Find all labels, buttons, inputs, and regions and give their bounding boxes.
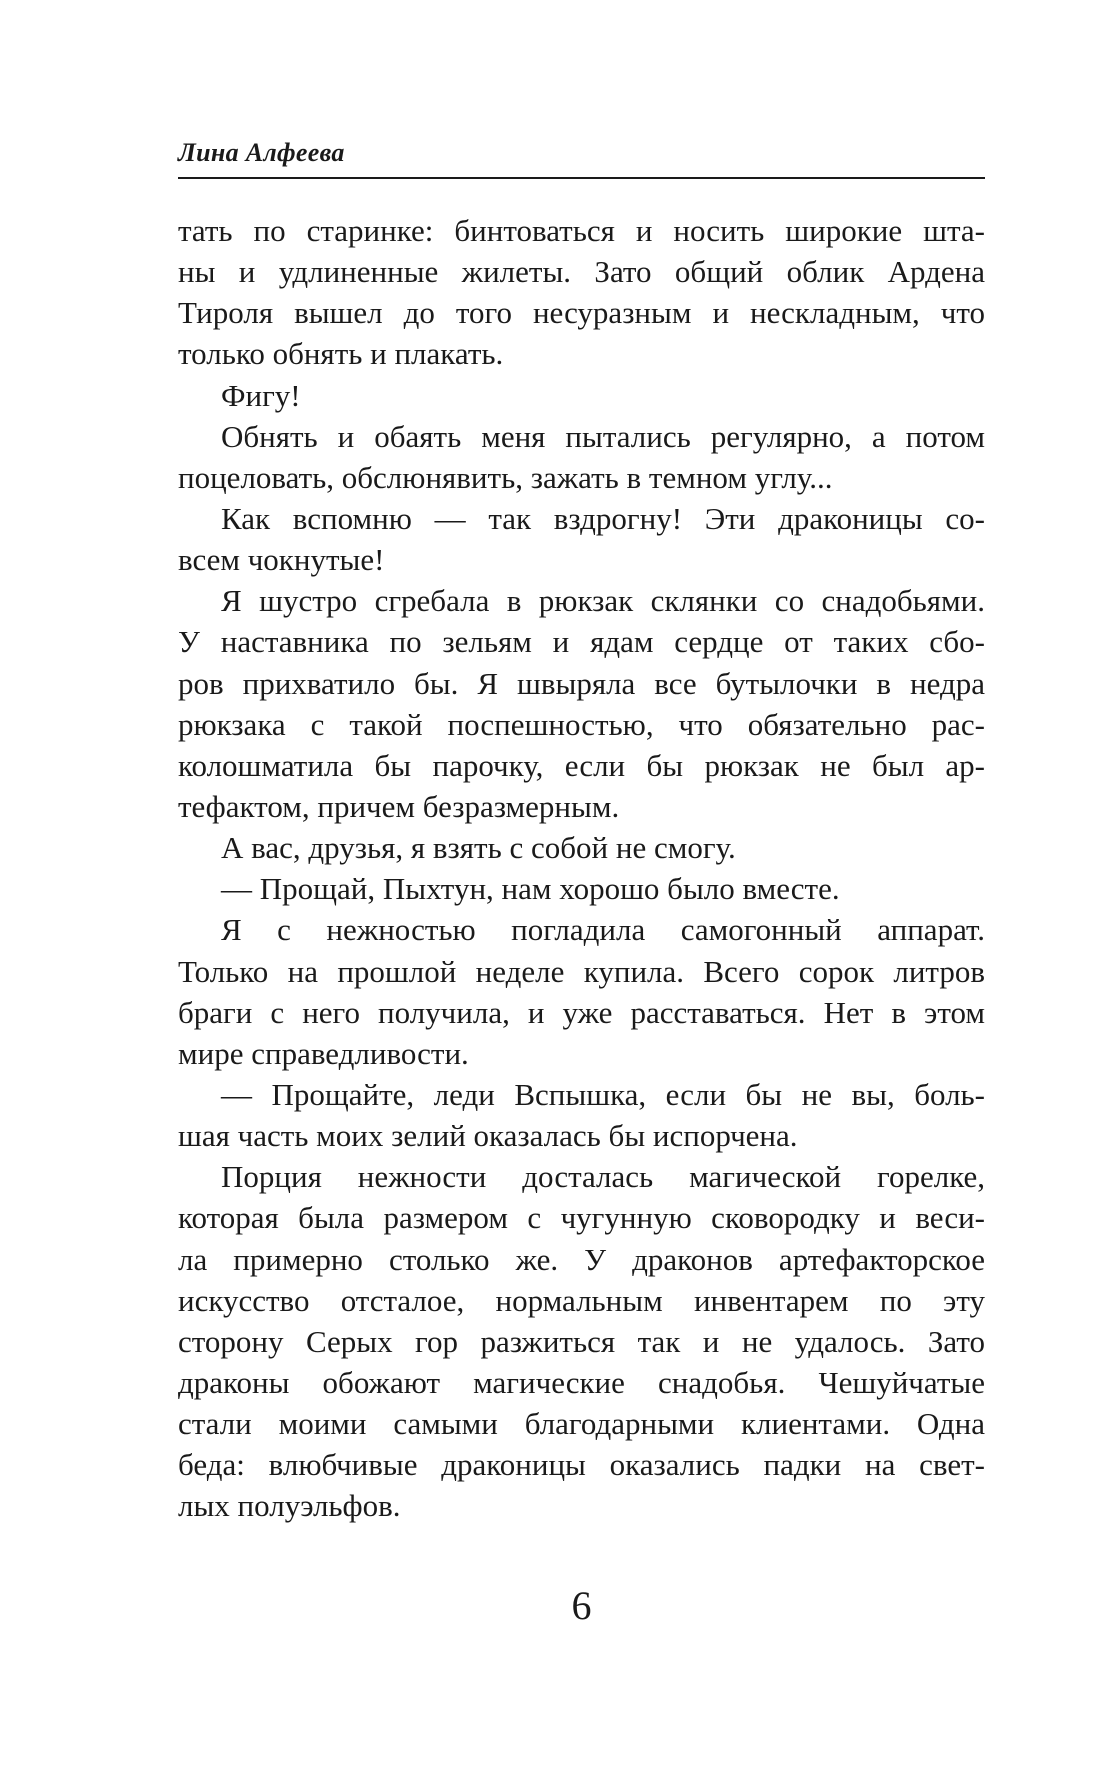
text-line: мире справедливости. bbox=[178, 1035, 469, 1071]
text-line: Порция нежности досталась магической горелке, bbox=[221, 1159, 985, 1195]
text-line: ла примерно столько же. У драконов артефакторское bbox=[178, 1241, 985, 1277]
text-line: Обнять и обаять меня пытались регулярно, а потом bbox=[221, 418, 985, 454]
text-line: лых полуэльфов. bbox=[178, 1488, 401, 1524]
text-line: рюкзака с такой поспешностью, что обязательно рас- bbox=[178, 706, 985, 742]
text-line: поцеловать, обслюнявить, зажать в темном углу... bbox=[178, 459, 833, 495]
text-line: Фигу! bbox=[221, 377, 301, 413]
text-line: тать по старинке: бинтоваться и носить широкие шта- bbox=[178, 213, 985, 248]
text-line: драконы обожают магические снадобья. Чешуйчатые bbox=[178, 1364, 985, 1400]
text-line: А вас, друзья, я взять с собой не смогу. bbox=[221, 830, 736, 866]
text-line: тефактом, причем безразмерным. bbox=[178, 788, 620, 824]
text-line: всем чокнутые! bbox=[178, 542, 385, 578]
text-line: — Прощайте, леди Вспышка, если бы не вы, боль- bbox=[221, 1076, 985, 1112]
running-head-author: Лина Алфеева bbox=[178, 138, 345, 167]
text-line: шая часть моих зелий оказалась бы испорчена. bbox=[178, 1118, 798, 1154]
text-line: Только на прошлой неделе купила. Всего сорок литров bbox=[178, 953, 985, 989]
text-line: Тироля вышел до того несуразным и нескладным, что bbox=[178, 295, 985, 331]
text-line: Как вспомню — так вздрогну! Эти драконицы со- bbox=[221, 500, 985, 536]
text-line: ны и удлиненные жилеты. Зато общий облик Ардена bbox=[178, 254, 985, 290]
text-line: ров прихватило бы. Я швыряла все бутылочки в недра bbox=[178, 665, 985, 701]
page-number: 6 bbox=[571, 1583, 592, 1628]
text-line: Я шустро сгребала в рюкзак склянки со снадобьями. bbox=[221, 583, 985, 619]
header-rule bbox=[178, 177, 985, 179]
text-line: беда: влюбчивые драконицы оказались падки на свет- bbox=[178, 1447, 985, 1483]
text-line: стали моими самыми благодарными клиентами. Одна bbox=[178, 1406, 985, 1442]
text-line: сторону Серых гор разжиться так и не удалось. Зато bbox=[178, 1323, 985, 1359]
text-line: которая была размером с чугунную сковородку и веси- bbox=[178, 1200, 985, 1236]
text-line: — Прощай, Пыхтун, нам хорошо было вместе. bbox=[221, 871, 840, 907]
text-line: только обнять и плакать. bbox=[178, 336, 504, 372]
text-line: искусство отсталое, нормальным инвентарем по эту bbox=[178, 1282, 985, 1318]
text-line: колошматила бы парочку, если бы рюкзак не был ар- bbox=[178, 747, 985, 783]
book-page bbox=[178, 0, 985, 1785]
body-text bbox=[178, 210, 985, 1527]
text-line: браги с него получила, и уже расставаться. Нет в этом bbox=[178, 994, 985, 1030]
text-line: Я с нежностью погладила самогонный аппарат. bbox=[221, 912, 985, 948]
text-line: У наставника по зельям и ядам сердце от таких сбо- bbox=[178, 624, 985, 660]
